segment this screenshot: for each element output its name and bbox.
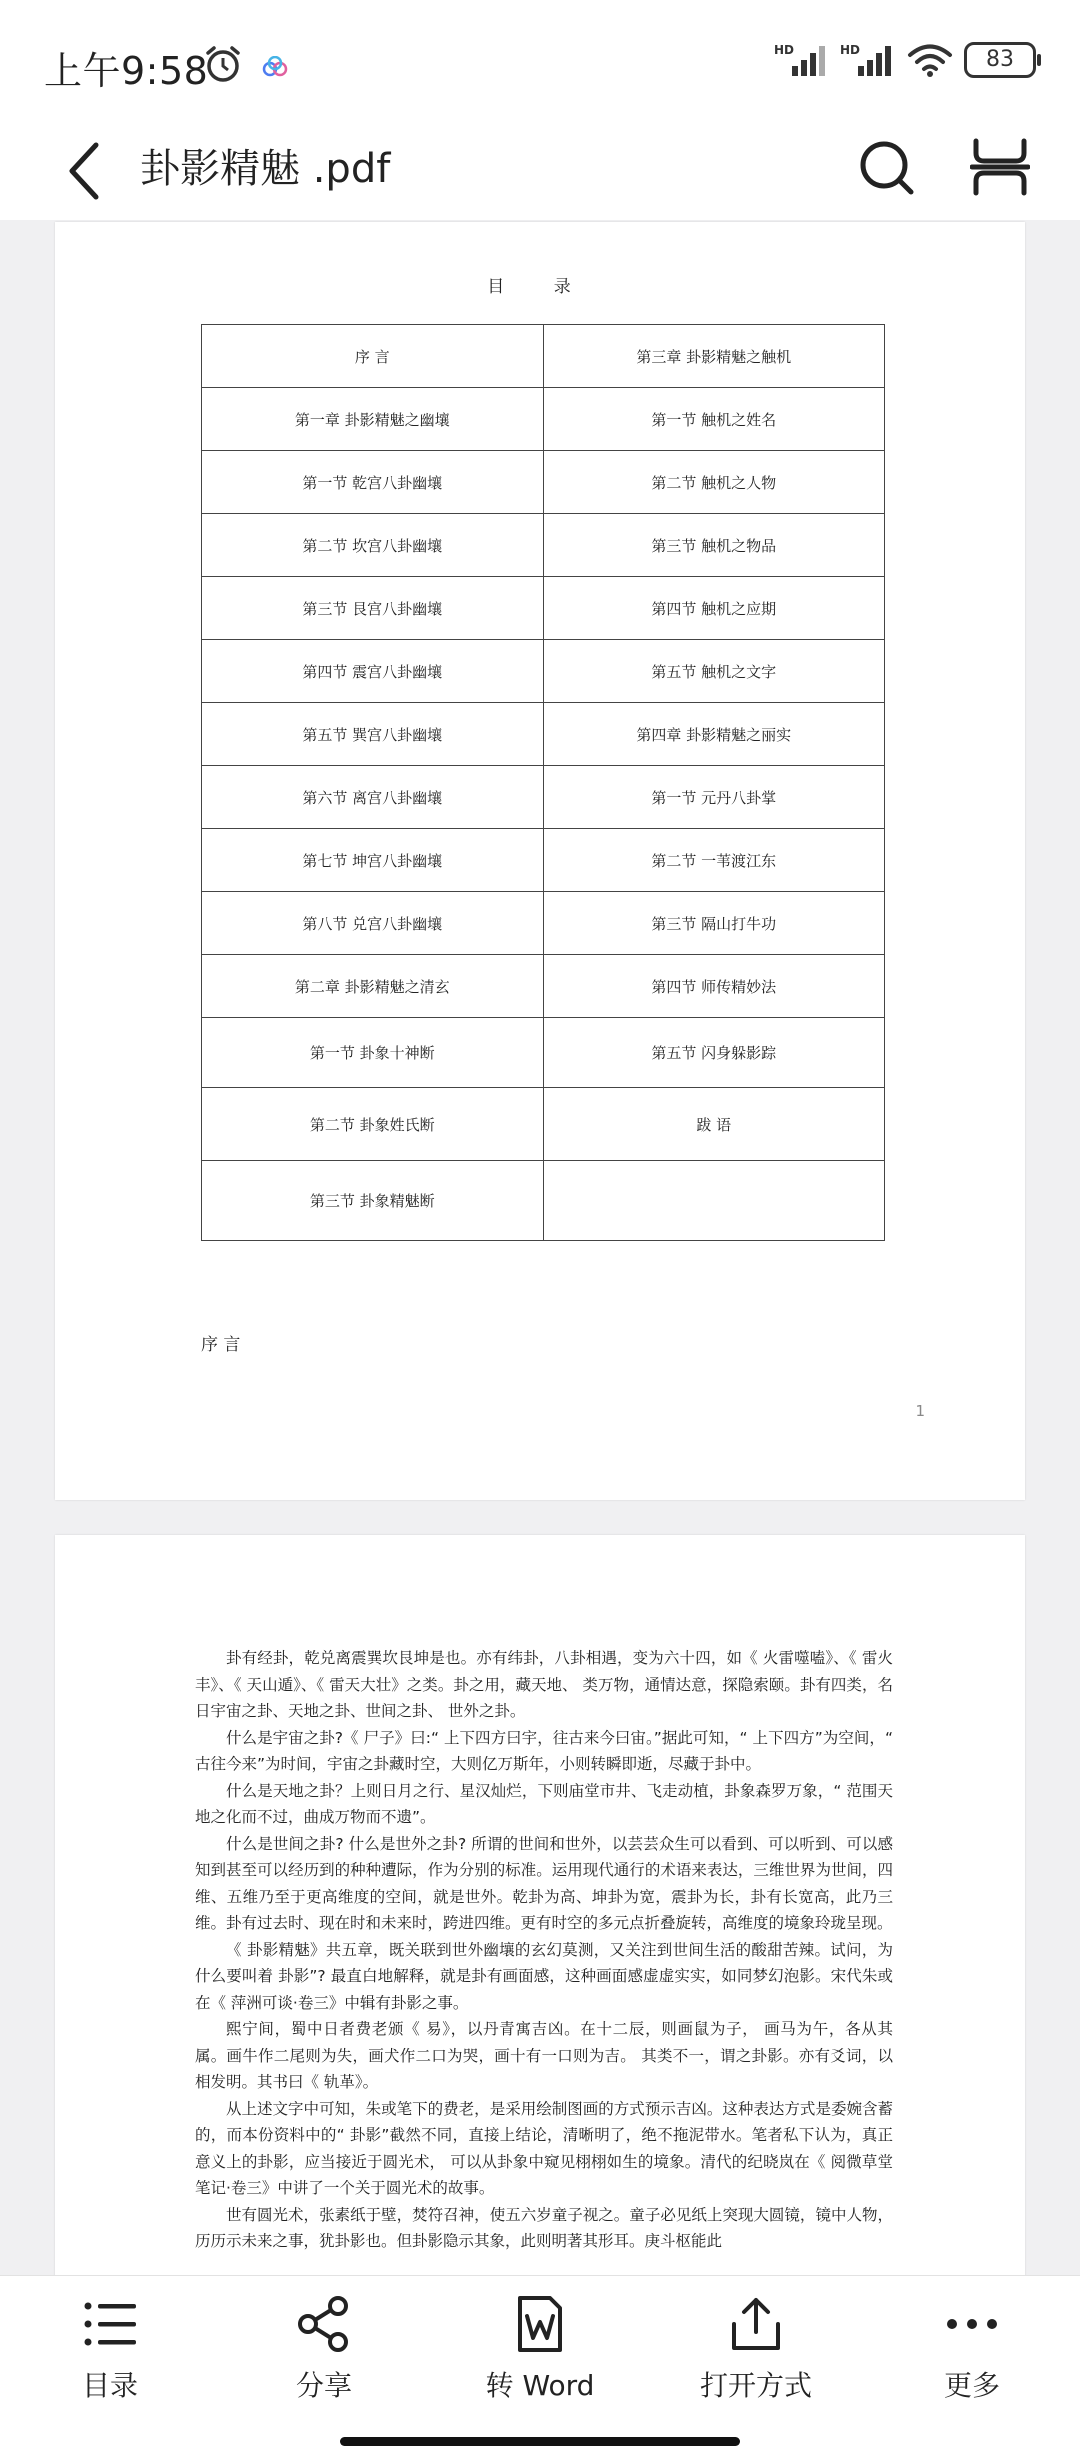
preface-heading: 序 言 — [201, 1335, 241, 1355]
battery-indicator: 83 — [964, 42, 1036, 78]
share-button[interactable] — [244, 2294, 404, 2424]
toc-cell-left: 第七节 坤宫八卦幽壤 — [202, 829, 544, 892]
pdf-page-2[interactable] — [55, 1535, 1025, 2295]
toc-row — [202, 955, 885, 1018]
toc-row — [202, 451, 885, 514]
more-dots-icon — [942, 2294, 1002, 2354]
toc-cell-right: 第三节 触机之物品 — [543, 514, 885, 577]
page-body-text — [195, 1645, 893, 2255]
toc-cell-left: 第三节 艮宫八卦幽壤 — [202, 577, 544, 640]
toc-row — [202, 577, 885, 640]
signal-hd-label-2: HD — [840, 43, 861, 57]
upload-open-icon — [726, 2294, 786, 2354]
toc-heading: 目 录 — [487, 277, 593, 297]
page-number: 1 — [915, 1402, 925, 1420]
toc-row — [202, 703, 885, 766]
toc-cell-right: 跋 语 — [543, 1088, 885, 1161]
open-with-button[interactable] — [676, 2294, 836, 2424]
convert-word-label: 转 Word — [485, 2369, 595, 2402]
toc-cell-left: 第一节 卦象十神断 — [202, 1018, 544, 1088]
toc-cell-left: 第二节 卦象姓氏断 — [202, 1088, 544, 1161]
toc-cell-right: 第五节 闪身躲影踪 — [543, 1018, 885, 1088]
body-paragraph: 世有圆光术，张素纸于壁，焚符召神，使五六岁童子视之。童子必见纸上突现大圆镜，镜中人物，历历示未来之事，犹卦影也。但卦影隐示其象，此则明著其形耳。庚斗枢能此 — [195, 2205, 893, 2250]
cell-signal-2-icon — [840, 42, 896, 78]
alarm-clock-icon — [203, 44, 243, 84]
toc-table — [201, 324, 885, 1241]
toc-cell-right — [543, 1161, 885, 1241]
toc-cell-right: 第三章 卦影精魅之触机 — [543, 325, 885, 388]
share-button-label: 分享 — [295, 2369, 352, 2402]
search-icon[interactable] — [855, 135, 919, 199]
toc-row — [202, 325, 885, 388]
fit-page-icon[interactable] — [970, 135, 1030, 199]
cloud-app-icon — [260, 56, 290, 78]
toc-row — [202, 388, 885, 451]
convert-word-button[interactable] — [460, 2294, 620, 2424]
toc-cell-left: 序 言 — [202, 325, 544, 388]
toc-cell-left: 第二节 坎宫八卦幽壤 — [202, 514, 544, 577]
document-title: 卦影精魅 .pdf — [140, 146, 391, 192]
body-paragraph: 什么是天地之卦？上则日月之行、星汉灿烂，下则庙堂市井、飞走动植，卦象森罗万象，“ 范围天地之化而不过，曲成万物而不遗”。 — [195, 1781, 893, 1826]
toc-cell-right: 第一节 触机之姓名 — [543, 388, 885, 451]
status-time: 上午9:58 — [44, 49, 209, 93]
toc-row — [202, 1161, 885, 1241]
toc-cell-right: 第二节 触机之人物 — [543, 451, 885, 514]
toc-cell-left: 第三节 卦象精魅断 — [202, 1161, 544, 1241]
toc-cell-right: 第一节 元丹八卦掌 — [543, 766, 885, 829]
wifi-icon — [906, 42, 954, 78]
toc-cell-left: 第一节 乾宫八卦幽壤 — [202, 451, 544, 514]
more-button-label: 更多 — [943, 2369, 1000, 2402]
toc-row — [202, 766, 885, 829]
toc-cell-right: 第四节 触机之应期 — [543, 577, 885, 640]
toc-cell-left: 第八节 兑宫八卦幽壤 — [202, 892, 544, 955]
toc-row — [202, 1088, 885, 1161]
toc-row — [202, 1018, 885, 1088]
toc-cell-right: 第四章 卦影精魅之丽实 — [543, 703, 885, 766]
toc-cell-right: 第三节 隔山打牛功 — [543, 892, 885, 955]
signal-hd-label: HD — [774, 43, 795, 57]
body-paragraph: 什么是世间之卦? 什么是世外之卦? 所谓的世间和世外，以芸芸众生可以看到、可以听到、可以感知到甚至可以经历到的种种遭际，作为分别的标准。运用现代通行的术语来表达，三维世界为世间，四维、五维乃至于更高维度的空间，就是世外。乾卦为高、坤卦为宽，震卦为长，卦有长宽高，此乃三维。卦有过去时、现在时和未来时，跨进四维。更有时空的多元点折叠旋转，高维度的境象玲珑呈现。 — [195, 1834, 893, 1932]
body-paragraph: 卦有经卦，乾兑离震巽坎艮坤是也。亦有纬卦，八卦相遇，变为六十四，如《 火雷噬嗑》、《 雷火丰》、《 天山遁》、《 雷天大壮》之类。卦之用，藏天地、 类万物，通情达意，探隐索颐。卦有四类，名日宇宙之卦、天地之卦、世间之卦、 世外之卦。 — [195, 1649, 893, 1720]
bottom-toolbar — [0, 2275, 1080, 2461]
toc-cell-left: 第四节 震宫八卦幽壤 — [202, 640, 544, 703]
status-bar — [0, 0, 1080, 125]
toc-cell-right: 第二节 一苇渡江东 — [543, 829, 885, 892]
body-paragraph: 什么是宇宙之卦?《 尸子》曰:“ 上下四方曰宇，往古来今曰宙。”据此可知，“ 上下四方”为空间，“ 古往今来”为时间，宇宙之卦藏时空，大则亿万斯年，小则转瞬即逝，尽藏于卦中。 — [195, 1728, 893, 1773]
body-paragraph: 《 卦影精魅》共五章，既关联到世外幽壤的玄幻莫测，又关注到世间生活的酸甜苦辣。试问，为什么要叫着 卦影”? 最直白地解释，就是卦有画面感，这种画面感虚虚实实，如同梦幻泡影。宋代朱或在《 萍洲可谈·卷三》中辑有卦影之事。 — [195, 1940, 893, 2012]
list-icon — [80, 2294, 140, 2354]
cell-signal-icon — [774, 42, 830, 78]
toc-row — [202, 829, 885, 892]
pdf-page-1[interactable] — [55, 222, 1025, 1500]
toc-cell-left: 第六节 离宫八卦幽壤 — [202, 766, 544, 829]
home-indicator[interactable] — [340, 2437, 740, 2446]
toc-cell-right: 第五节 触机之文字 — [543, 640, 885, 703]
app-bar — [0, 125, 1080, 220]
body-paragraph: 从上述文字中可知，朱或笔下的费老，是采用绘制图画的方式预示吉凶。这种表达方式是委婉含蓄的，而本份资料中的“ 卦影”截然不同，直接上结论，清晰明了，绝不拖泥带水。笔者私下认为，真正意义上的卦影，应当接近于圆光术， 可以从卦象中窥见栩栩如生的境象。清代的纪晓岚在《 阅微草堂笔记·卷三》中讲了一个关于圆光术的故事。 — [195, 2099, 893, 2197]
back-arrow-icon[interactable] — [58, 131, 118, 211]
toc-button[interactable] — [30, 2294, 190, 2424]
word-document-icon — [510, 2294, 570, 2354]
body-paragraph: 熙宁间，蜀中日者费老颁《 易》，以丹青寓吉凶。在十二辰，则画鼠为子， 画马为午，各从其属。画牛作二尾则为失，画犬作二口为哭，画十有一口则为吉。 其类不一，谓之卦影。亦有爻词，以相发明。其书曰《 轨革》。 — [195, 2020, 893, 2091]
toc-cell-right: 第四节 师传精妙法 — [543, 955, 885, 1018]
more-button[interactable] — [892, 2294, 1052, 2424]
toc-cell-left: 第二章 卦影精魅之清玄 — [202, 955, 544, 1018]
open-with-label: 打开方式 — [699, 2369, 812, 2402]
toc-row — [202, 640, 885, 703]
toc-cell-left: 第五节 巽宫八卦幽壤 — [202, 703, 544, 766]
toc-cell-left: 第一章 卦影精魅之幽壤 — [202, 388, 544, 451]
share-icon — [294, 2294, 354, 2354]
toc-row — [202, 514, 885, 577]
toc-row — [202, 892, 885, 955]
toc-button-label: 目录 — [81, 2369, 138, 2402]
